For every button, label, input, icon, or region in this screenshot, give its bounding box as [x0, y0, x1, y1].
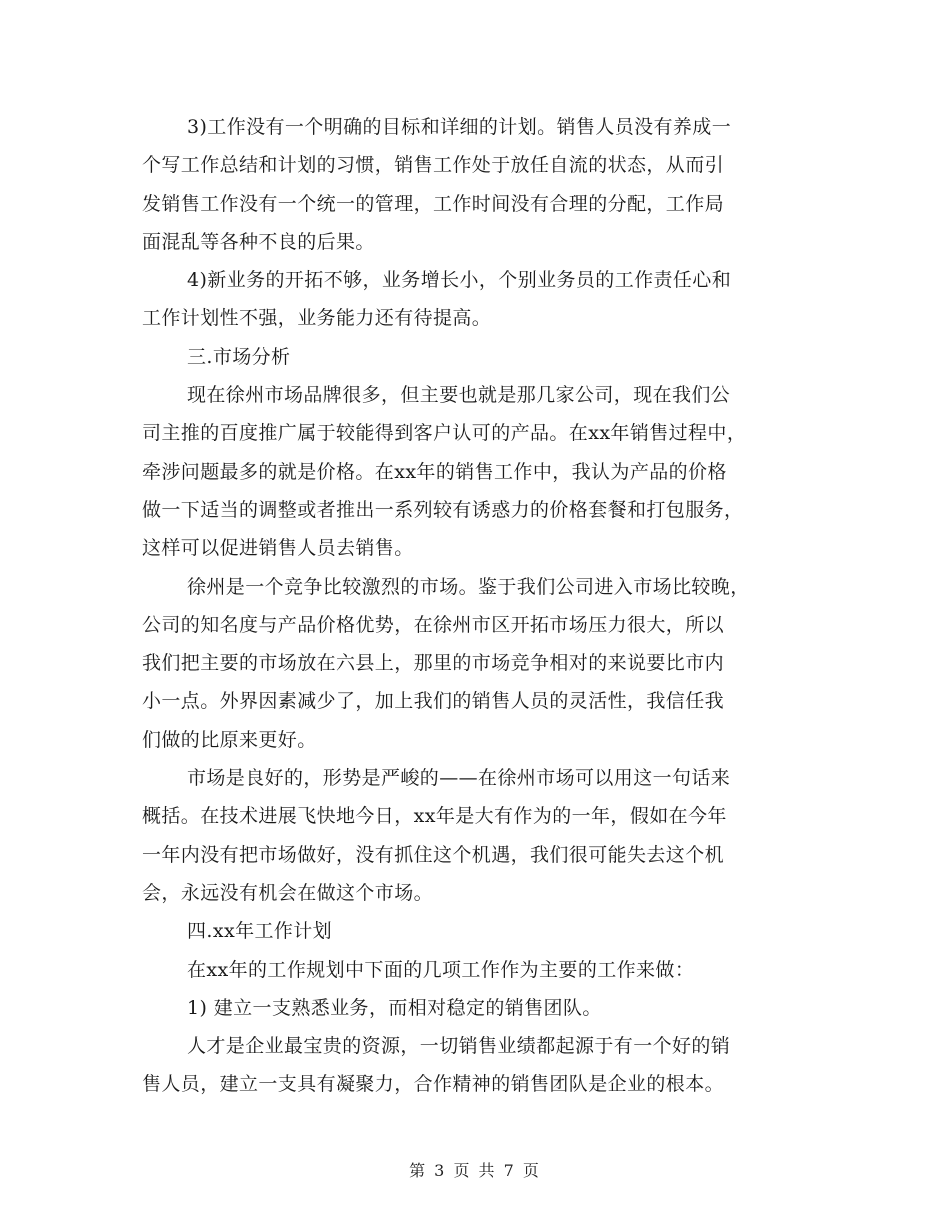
text-line: 人才是企业最宝贵的资源，一切销售业绩都起源于有一个好的销 — [187, 1035, 731, 1058]
text-line: 三.市场分析 — [187, 345, 291, 368]
text-line: 我们把主要的市场放在六县上，那里的市场竞争相对的来说要比市内 — [142, 652, 725, 675]
text-line: 现在徐州市场品牌很多，但主要也就是那几家公司，现在我们公 — [187, 384, 731, 407]
text-line: 一年内没有把市场做好，没有抓住这个机遇，我们很可能失去这个机 — [142, 843, 725, 866]
text-line: 个写工作总结和计划的习惯，销售工作处于放任自流的状态，从而引 — [142, 154, 725, 177]
text-line: 1) 建立一支熟悉业务，而相对稳定的销售团队。 — [187, 996, 602, 1019]
text-line: 发销售工作没有一个统一的管理，工作时间没有合理的分配，工作局 — [142, 192, 725, 215]
text-line: 徐州是一个竞争比较激烈的市场。鉴于我们公司进入市场比较晚， — [187, 575, 750, 598]
text-line: 四.xx年工作计划 — [187, 920, 333, 943]
text-line: 公司的知名度与产品价格优势，在徐州市区开拓市场压力很大，所以 — [142, 613, 725, 636]
text-line: 牵涉问题最多的就是价格。在xx年的销售工作中，我认为产品的价格 — [142, 460, 727, 483]
text-line: 这样可以促进销售人员去销售。 — [142, 537, 414, 560]
text-line: 小一点。外界因素减少了，加上我们的销售人员的灵活性，我信任我 — [142, 690, 725, 713]
text-line: 们做的比原来更好。 — [142, 728, 317, 751]
text-line: 工作计划性不强，业务能力还有待提高。 — [142, 307, 492, 330]
text-line: 4)新业务的开拓不够，业务增长小，个别业务员的工作责任心和 — [187, 269, 732, 292]
text-line: 做一下适当的调整或者推出一系列较有诱惑力的价格套餐和打包服务， — [142, 498, 744, 521]
text-line: 概括。在技术进展飞快地今日，xx年是大有作为的一年，假如在今年 — [142, 805, 727, 828]
text-line: 市场是良好的，形势是严峻的——在徐州市场可以用这一句话来 — [187, 767, 731, 790]
document-body — [142, 108, 812, 1104]
text-line: 面混乱等各种不良的后果。 — [142, 230, 375, 253]
text-line: 会，永远没有机会在做这个市场。 — [142, 881, 434, 904]
page-footer: 第 3 页 共 7 页 — [409, 1161, 541, 1180]
text-line: 售人员，建立一支具有凝聚力，合作精神的销售团队是企业的根本。 — [142, 1073, 725, 1096]
text-line: 司主推的百度推广属于较能得到客户认可的产品。在xx年销售过程中， — [142, 422, 747, 445]
text-line: 在xx年的工作规划中下面的几项工作作为主要的工作来做： — [187, 958, 695, 981]
text-line: 3)工作没有一个明确的目标和详细的计划。销售人员没有养成一 — [187, 116, 732, 138]
